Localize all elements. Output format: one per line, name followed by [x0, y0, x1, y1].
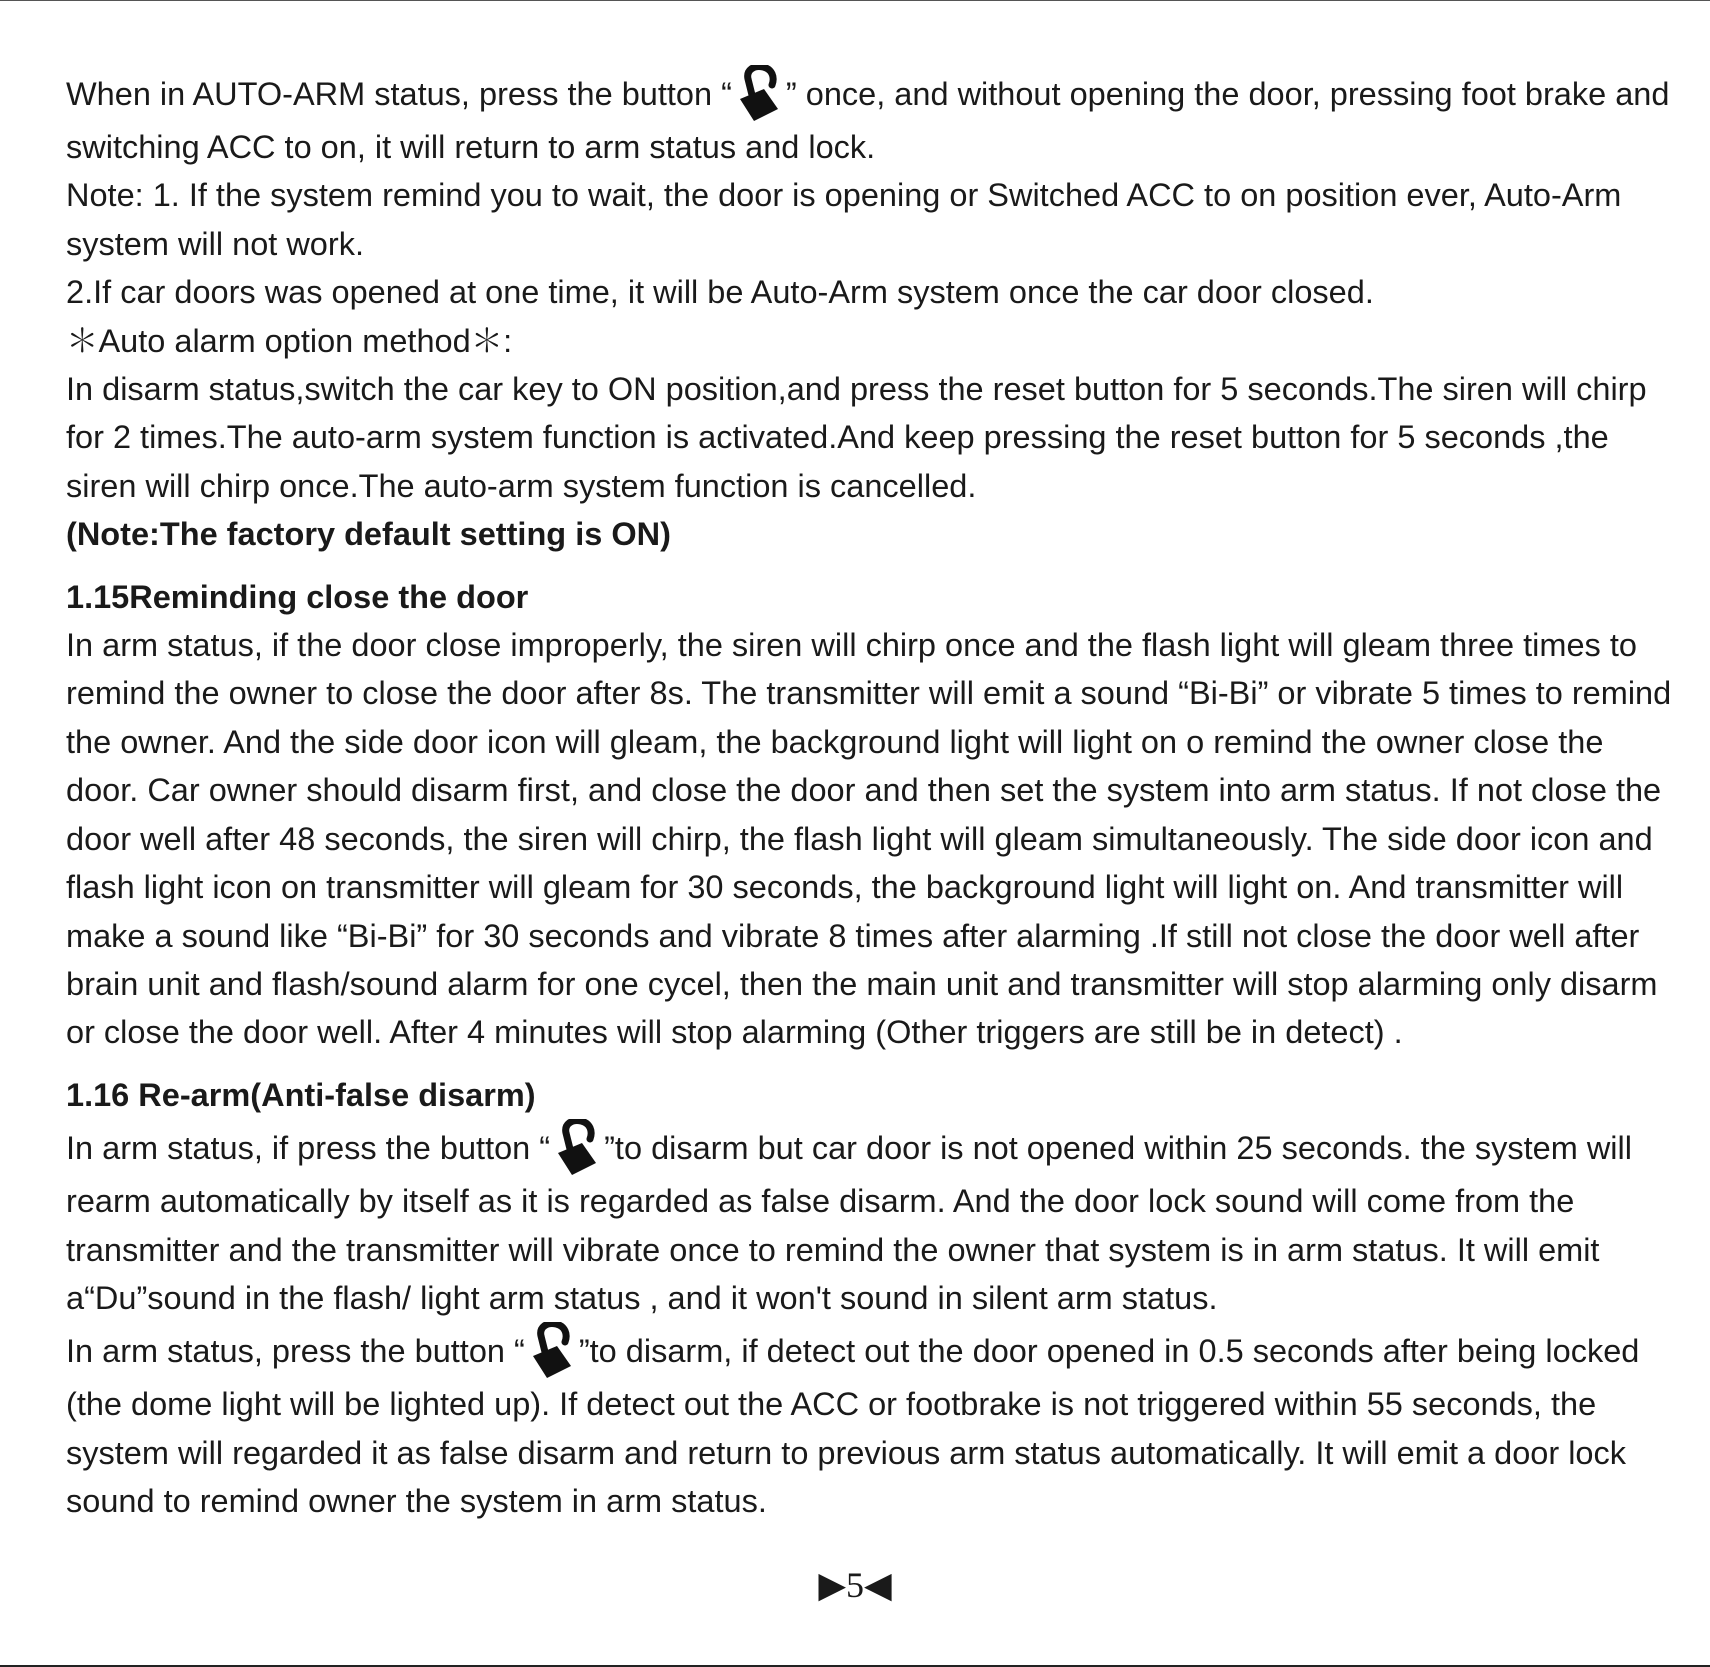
factory-default-note: (Note:The factory default setting is ON) — [66, 516, 671, 553]
page-content — [66, 65, 1676, 1526]
unlocked-padlock-icon — [734, 65, 784, 123]
note-2: 2.If car doors was opened at one time, it will be Auto-Arm system once the car door closed. — [66, 274, 1374, 311]
auto-arm-text-start: When in AUTO-ARM status, press the button “ — [66, 76, 732, 112]
rearm-2-text-start: In arm status, press the button “ — [66, 1333, 525, 1370]
rearm-1-text-end: ”to disarm but car door is not opened within 25 seconds. the system will rearm automatically by itself as it is regarded as false disarm. And the door lock sound will come from the transmitter and the transmitter will vibrate once to remind the owner that system is in arm status. It will emit a“Du”sound in the flash/ light arm status , and it won't sound in silent arm status. — [66, 1130, 1632, 1316]
page-number: ▶5◀ — [818, 1565, 892, 1605]
section-1-16-heading: 1.16 Re-arm(Anti-false disarm) — [66, 1076, 536, 1113]
rearm-1-text-start: In arm status, if press the button “ — [66, 1130, 551, 1167]
rearm-paragraph-1 — [66, 1119, 1676, 1322]
auto-arm-paragraph — [66, 65, 1676, 171]
unlocked-padlock-icon — [552, 1119, 602, 1177]
unlocked-padlock-icon — [527, 1322, 577, 1380]
section-1-15-heading: 1.15Reminding close the door — [66, 578, 529, 615]
note-1: Note: 1. If the system remind you to wait, the door is opening or Switched ACC to on position ever, Auto-Arm system will not work. — [66, 177, 1622, 262]
auto-alarm-option-text: In disarm status,switch the car key to ON position,and press the reset button for 5 seconds.The siren will chirp for 2 times.The auto-arm system function is activated.And keep pressing the reset button for 5 seconds ,the siren will chirp once.The auto-arm system function is cancelled. — [66, 371, 1647, 504]
auto-arm-text-end: ” once, and without opening the door, pressing foot brake and switching ACC to on, it will return to arm status and lock. — [66, 76, 1670, 165]
auto-alarm-option-title: ＊Auto alarm option method＊: — [66, 322, 513, 359]
rearm-paragraph-2 — [66, 1322, 1676, 1525]
section-1-15-body: In arm status, if the door close improperly, the siren will chirp once and the flash light will gleam three times to remind the owner to close the door after 8s. The transmitter will emit a sound “Bi-Bi” or vibrate 5 times to remind the owner. And the side door icon will gleam, the background light will light on o remind the owner close the door. Car owner should disarm first, and close the door and then set the system into arm status. If not close the door well after 48 seconds, the siren will chirp, the flash light will gleam simultaneously. The side door icon and flash light icon on transmitter will gleam for 30 seconds, the background light will light on. And transmitter will make a sound like “Bi-Bi” for 30 seconds and vibrate 8 times after alarming .If still not close the door well after brain unit and flash/sound alarm for one cycel, then the main unit and transmitter will stop alarming only disarm or close the door well. After 4 minutes will stop alarming (Other triggers are still be in detect) . — [66, 627, 1672, 1051]
rearm-2-text-end: ”to disarm, if detect out the door opened in 0.5 seconds after being locked (the dome light will be lighted up). If detect out the ACC or footbrake is not triggered within 55 seconds, the system will regarded it as false disarm and return to previous arm status automatically. It will emit a door lock sound to remind owner the system in arm status. — [66, 1333, 1640, 1520]
